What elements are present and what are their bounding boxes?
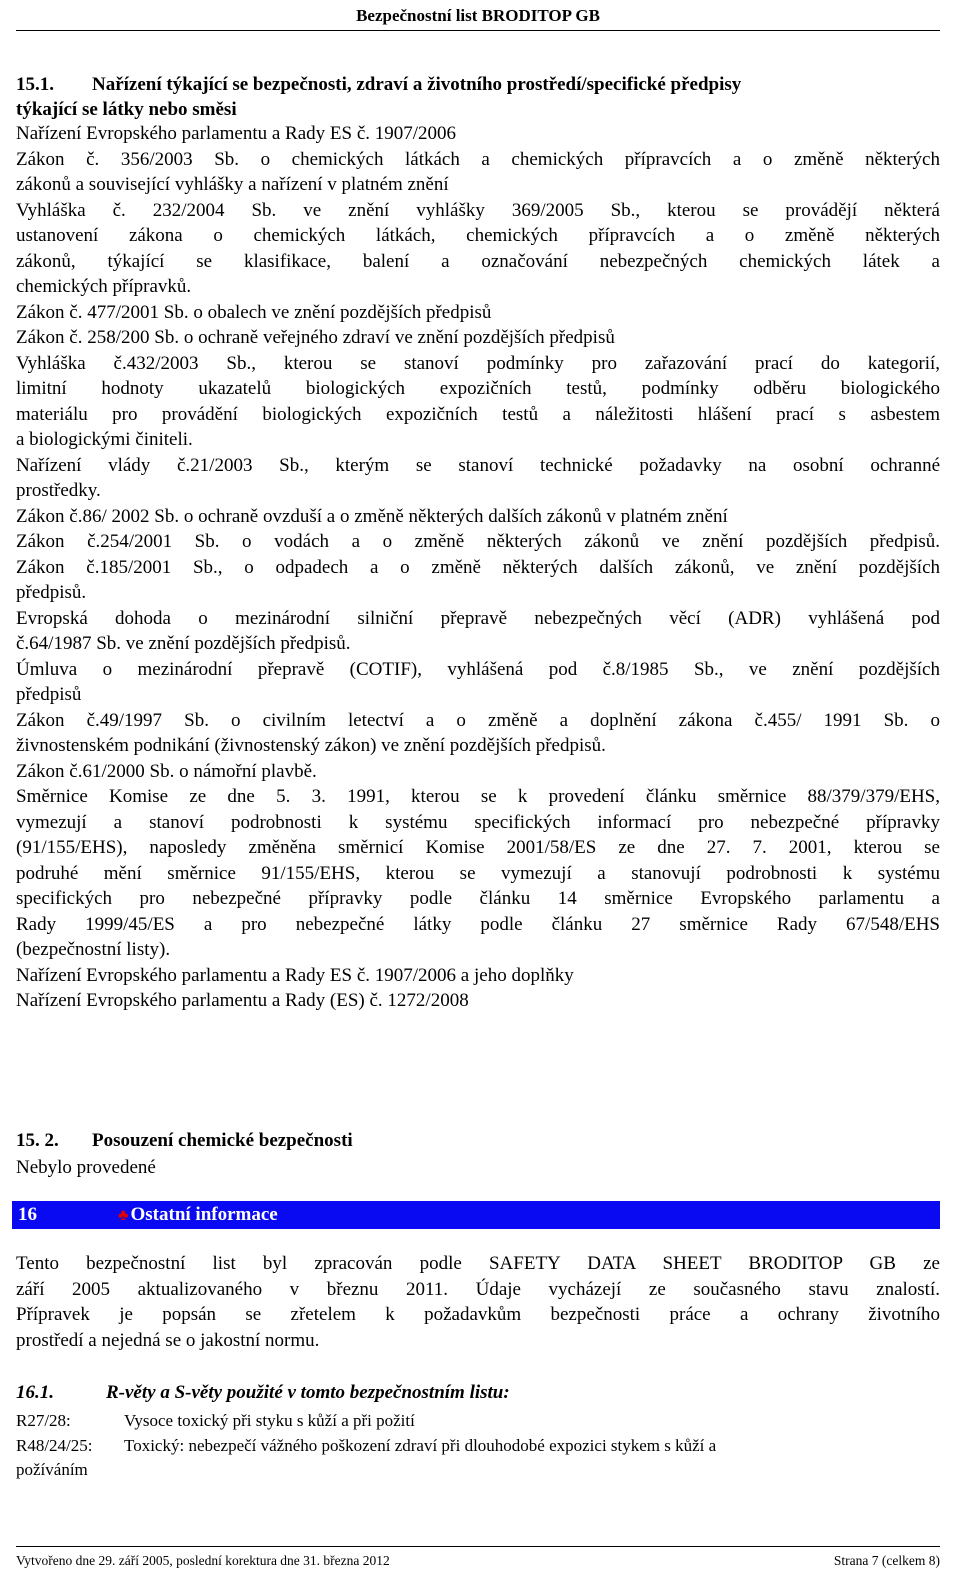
text-line: předpisů. [16,582,87,603]
text-line: Rady 1999/45/ES a pro nebezpečné látky podle článku 27 směrnice Rady 67/548/EHS [16,913,940,935]
text-line: Zákon č.185/2001 Sb., o odpadech a o změně některých dalších zákonů, ve znění pozdějších [16,556,940,578]
text-line: ustanovení zákona o chemických látkách, chemických přípravcích a o změně některých [16,225,940,246]
text-line: Nařízení Evropského parlamentu a Rady ES č. 1907/2006 [16,123,457,144]
text-line: Směrnice Komise ze dne 5. 3. 1991, kterou se k provedení článku směrnice 88/379/379/EHS, [16,786,940,807]
club-icon: ♣ [118,1207,129,1224]
text-line: zákonů a související vyhlášky a nařízení v platném znění [16,174,449,195]
text-line: Zákon č.86/ 2002 Sb. o ochraně ovzduší a o změně některých dalších zákonů v platném znění [16,505,728,527]
r-phrase-row [16,1434,716,1458]
text-line: limitní hodnoty ukazatelů biologických expozičních testů, podmínky odběru biologického [16,378,940,399]
text-line: specifických pro nebezpečné přípravky podle článku 14 směrnice Evropského parlamentu a [16,888,940,909]
text-line: Vyhláška č. 232/2004 Sb. ve znění vyhlášky 369/2005 Sb., kterou se provádějí některá [16,199,940,221]
text-line: Vyhláška č.432/2003 Sb., kterou se stanoví podmínky pro zařazování prací do kategorií, [16,352,940,374]
text-line: (91/155/EHS), naposledy změněna směrnicí Komise 2001/58/ES ze dne 27. 7. 2001, kterou se [16,837,940,858]
section-15-1-title [16,72,940,122]
section-15-1-title-line: týkající se látky nebo směsi [16,99,237,120]
text-line: Zákon č.61/2000 Sb. o námořní plavbě. [16,760,317,782]
text-line: předpisů [16,684,82,705]
text-line: č.64/1987 Sb. ve znění pozdějších předpisů. [16,633,351,654]
text-line: chemických přípravků. [16,276,192,297]
footer-created: Vytvořeno dne 29. září 2005, poslední korektura dne 31. března 2012 [16,1553,390,1568]
section-15-1-body [16,121,940,1014]
r-phrase-row [16,1409,415,1433]
text-line: Zákon č. 477/2001 Sb. o obalech ve znění pozdějších předpisů [16,301,492,323]
text-line: (bezpečnostní listy). [16,939,171,960]
section-16-body [16,1251,940,1353]
section-15-2-text: Nebylo provedené [16,1157,156,1178]
r-phrase-text: Toxický: nebezpečí vážného poškození zdraví při dlouhodobé expozici stykem s kůží a [124,1436,717,1455]
r-phrase-text: Vysoce toxický při styku s kůží a při požití [124,1411,415,1430]
text-line: vymezují a stanoví podrobnosti k systému specifických informací pro nebezpečné přípravky [16,811,940,833]
r-phrase-code: R27/28: [16,1411,71,1430]
r-phrase-continuation: požíváním [16,1460,88,1479]
section-15-2-number: 15. 2. [16,1130,59,1151]
section-16-number: 16 [18,1204,37,1225]
section-16-bar [12,1201,940,1229]
text-line: a biologickými činiteli. [16,429,193,450]
section-15-1-title-line: Nařízení týkající se bezpečnosti, zdraví a životního prostředí/specifické předpisy [92,74,742,95]
section-16-1-title [16,1382,510,1404]
text-line: prostředky. [16,480,101,501]
text-line: Zákon č. 258/200 Sb. o ochraně veřejného zdraví ve znění pozdějších předpisů [16,327,615,348]
text-line: Tento bezpečnostní list byl zpracován podle SAFETY DATA SHEET BRODITOP GB ze [16,1253,940,1274]
section-15-2-title-text: Posouzení chemické bezpečnosti [92,1130,353,1151]
text-line: Nařízení Evropského parlamentu a Rady ES č. 1907/2006 a jeho doplňky [16,964,574,986]
document-footer [16,1546,940,1569]
text-line: Úmluva o mezinárodní přepravě (COTIF), vyhlášená pod č.8/1985 Sb., ve znění pozdějších [16,658,940,680]
document-header: Bezpečnostní list BRODITOP GB [16,6,940,31]
text-line: prostředí a nejedná se o jakostní normu. [16,1329,320,1351]
text-line: materiálu pro provádění biologických expozičních testů a náležitosti hlášení prací s asbestem [16,403,940,425]
text-line: Přípravek je popsán se zřetelem k požadavkům bezpečnosti práce a ochrany životního [16,1304,940,1325]
section-16-title: Ostatní informace [130,1204,278,1225]
section-15-1-number: 15.1. [16,74,54,95]
section-15-2-title [16,1130,353,1152]
text-line: zákonů, týkající se klasifikace, balení a označování nebezpečných chemických látek a [16,250,940,272]
text-line: podruhé mění směrnice 91/155/EHS, kterou se vymezují a stanovují podrobnosti k systému [16,862,940,884]
text-line: Evropská dohoda o mezinárodní silniční přepravě nebezpečných věcí (ADR) vyhlášená pod [16,607,940,629]
text-line: Zákon č.254/2001 Sb. o vodách a o změně některých zákonů ve znění pozdějších předpisů. [16,531,940,552]
text-line: Zákon č. 356/2003 Sb. o chemických látkách a chemických přípravcích a o změně některých [16,148,940,170]
text-line: Nařízení Evropského parlamentu a Rady (ES) č. 1272/2008 [16,990,469,1011]
section-16-1-title-text: R-věty a S-věty použité v tomto bezpečnostním listu: [106,1382,510,1403]
footer-page-number: Strana 7 (celkem 8) [833,1553,940,1568]
text-line: Nařízení vlády č.21/2003 Sb., kterým se stanoví technické požadavky na osobní ochranné [16,454,940,476]
section-16-1-number: 16.1. [16,1382,54,1403]
r-phrase-code: R48/24/25: [16,1436,93,1455]
text-line: září 2005 aktualizovaného v březnu 2011. Údaje vycházejí ze současného stavu znalostí. [16,1278,940,1300]
text-line: Zákon č.49/1997 Sb. o civilním letectví a o změně a doplnění zákona č.455/ 1991 Sb. o [16,709,940,731]
text-line: živnostenském podnikání (živnostenský zákon) ve znění pozdějších předpisů. [16,735,606,756]
